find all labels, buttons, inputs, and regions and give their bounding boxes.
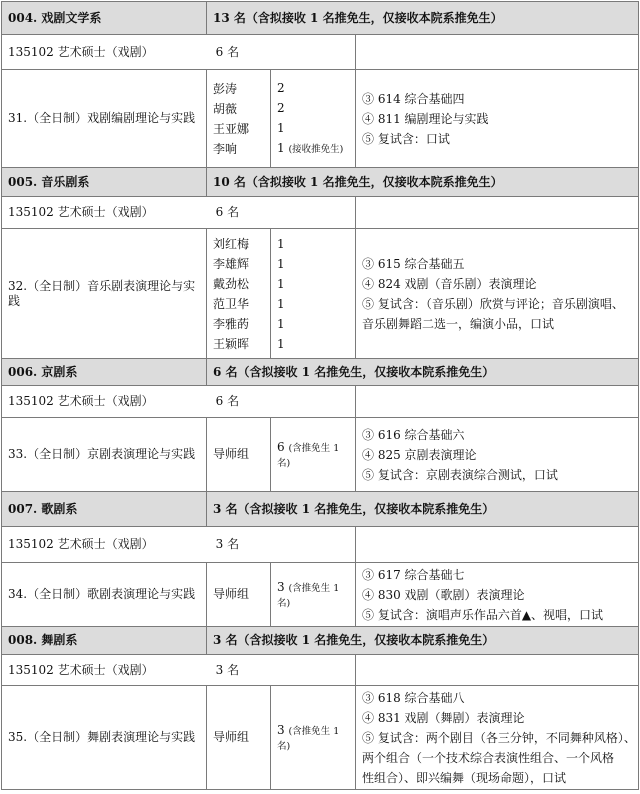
exam-item: ⑤ 复试含：两个剧目（各三分钟，不同舞种风格）、 (362, 730, 636, 745)
degree-row (2, 35, 639, 70)
dept-quota: 3 名（含拟接收 1 名推免生，仅接收本院系推免生） (207, 492, 639, 527)
tutor-note: (接收推免生) (288, 143, 344, 155)
group-count-cell (271, 418, 356, 492)
degree-empty (356, 527, 639, 563)
direction-name: 32.（全日制）音乐剧表演理论与实践 (2, 229, 207, 359)
direction-name: 34.（全日制）歌剧表演理论与实践 (2, 563, 207, 627)
group-note: (含推免生 1 名) (277, 582, 340, 609)
tutor-count: 1 (277, 236, 285, 251)
tutor-count: 2 (277, 100, 285, 115)
degree-empty (356, 197, 639, 229)
tutor-count: 1 (277, 316, 285, 331)
exam-item: 音乐剧舞蹈二选一，编演小品，口试 (362, 316, 555, 331)
group-note: (含推免生 1 名) (277, 725, 340, 752)
tutor-counts (271, 70, 356, 168)
tutor-group: 导师组 (207, 563, 271, 627)
tutor-name: 李雄辉 (213, 256, 250, 271)
dept-row-008 (2, 627, 639, 655)
dept-name: 007. 歌剧系 (2, 492, 207, 527)
tutor-count: 1 (277, 256, 285, 271)
tutor-names (207, 70, 271, 168)
tutor-group: 导师组 (207, 686, 271, 790)
tutor-count: 1 (277, 140, 285, 155)
tutor-name: 彭涛 (213, 81, 238, 96)
admissions-table (1, 1, 639, 790)
direction-row (2, 686, 639, 790)
tutor-count-row (277, 138, 349, 160)
degree-row (2, 386, 639, 418)
degree-cell (2, 655, 356, 686)
degree-row (2, 527, 639, 563)
degree-cell (2, 197, 356, 229)
tutor-name: 王亚娜 (213, 121, 250, 136)
dept-name: 006. 京剧系 (2, 359, 207, 386)
degree-cell (2, 386, 356, 418)
tutor-names (207, 229, 271, 359)
dept-row-005 (2, 168, 639, 197)
exam-item: ④ 830 戏剧（歌剧）表演理论 (362, 587, 525, 602)
degree-name: 135102 艺术硕士（戏剧） (8, 205, 154, 219)
degree-row (2, 197, 639, 229)
exam-item: ⑤ 复试含：演唱声乐作品六首▲、视唱，口试 (362, 607, 604, 622)
exam-subjects (356, 563, 639, 627)
exam-item: ⑤ 复试含：京剧表演综合测试，口试 (362, 467, 558, 482)
direction-name: 35.（全日制）舞剧表演理论与实践 (2, 686, 207, 790)
degree-cell (2, 527, 356, 563)
dept-row-006 (2, 359, 639, 386)
group-count: 3 (277, 579, 285, 594)
direction-row (2, 70, 639, 168)
tutor-group: 导师组 (207, 418, 271, 492)
exam-subjects (356, 686, 639, 790)
group-count: 6 (277, 439, 285, 454)
tutor-name: 李雅菂 (213, 316, 250, 331)
dept-name: 005. 音乐剧系 (2, 168, 207, 197)
exam-item: ③ 617 综合基础七 (362, 567, 465, 582)
degree-count: 6 名 (215, 44, 240, 59)
exam-item: ④ 811 编剧理论与实践 (362, 111, 489, 126)
dept-quota: 10 名（含拟接收 1 名推免生，仅接收本院系推免生） (207, 168, 639, 197)
tutor-count: 2 (277, 80, 285, 95)
exam-item: ③ 614 综合基础四 (362, 91, 465, 106)
dept-row-004 (2, 2, 639, 35)
tutor-counts (271, 229, 356, 359)
tutor-name: 李响 (213, 141, 238, 156)
degree-count: 6 名 (215, 205, 240, 219)
exam-subjects (356, 229, 639, 359)
group-note: (含推免生 1 名) (277, 442, 340, 469)
degree-cell (2, 35, 356, 70)
tutor-name: 范卫华 (213, 296, 250, 311)
tutor-count: 1 (277, 336, 285, 351)
dept-quota: 13 名（含拟接收 1 名推免生，仅接收本院系推免生） (207, 2, 639, 35)
dept-name: 004. 戏剧文学系 (2, 2, 207, 35)
group-count: 3 (277, 722, 285, 737)
exam-item: ⑤ 复试含：（音乐剧）欣赏与评论；音乐剧演唱、 (362, 296, 624, 311)
group-count-cell (271, 686, 356, 790)
dept-quota: 6 名（含拟接收 1 名推免生，仅接收本院系推免生） (207, 359, 639, 386)
tutor-count: 1 (277, 296, 285, 311)
exam-item: ③ 618 综合基础八 (362, 690, 465, 705)
tutor-count: 1 (277, 276, 285, 291)
tutor-name: 戴劲松 (213, 276, 250, 291)
degree-count: 6 名 (215, 394, 240, 408)
tutor-name: 刘红梅 (213, 236, 250, 251)
dept-row-007 (2, 492, 639, 527)
direction-name: 31.（全日制）戏剧编剧理论与实践 (2, 70, 207, 168)
exam-item: ④ 825 京剧表演理论 (362, 447, 477, 462)
dept-name: 008. 舞剧系 (2, 627, 207, 655)
direction-row (2, 563, 639, 627)
degree-empty (356, 386, 639, 418)
degree-name: 135102 艺术硕士（戏剧） (8, 537, 154, 551)
direction-name: 33.（全日制）京剧表演理论与实践 (2, 418, 207, 492)
exam-subjects (356, 70, 639, 168)
degree-count: 3 名 (215, 662, 240, 677)
group-count-cell (271, 563, 356, 627)
degree-count: 3 名 (215, 537, 240, 551)
exam-item: 两个组合（一个技术综合表演性组合、一个风格 (362, 750, 615, 765)
tutor-name: 王颖晖 (213, 336, 250, 351)
exam-item: ④ 831 戏剧（舞剧）表演理论 (362, 710, 525, 725)
tutor-name: 胡薇 (213, 101, 238, 116)
exam-item: ③ 615 综合基础五 (362, 256, 465, 271)
exam-item: ③ 616 综合基础六 (362, 427, 465, 442)
exam-item: ⑤ 复试含：口试 (362, 131, 450, 146)
tutor-count: 1 (277, 120, 285, 135)
direction-row (2, 418, 639, 492)
exam-subjects (356, 418, 639, 492)
degree-name: 135102 艺术硕士（戏剧） (8, 662, 154, 677)
degree-name: 135102 艺术硕士（戏剧） (8, 44, 154, 59)
degree-row (2, 655, 639, 686)
degree-empty (356, 655, 639, 686)
degree-name: 135102 艺术硕士（戏剧） (8, 394, 154, 408)
direction-row (2, 229, 639, 359)
degree-empty (356, 35, 639, 70)
exam-item: ④ 824 戏剧（音乐剧）表演理论 (362, 276, 537, 291)
exam-item: 性组合）、即兴编舞（现场命题），口试 (362, 770, 567, 785)
dept-quota: 3 名（含拟接收 1 名推免生，仅接收本院系推免生） (207, 627, 639, 655)
